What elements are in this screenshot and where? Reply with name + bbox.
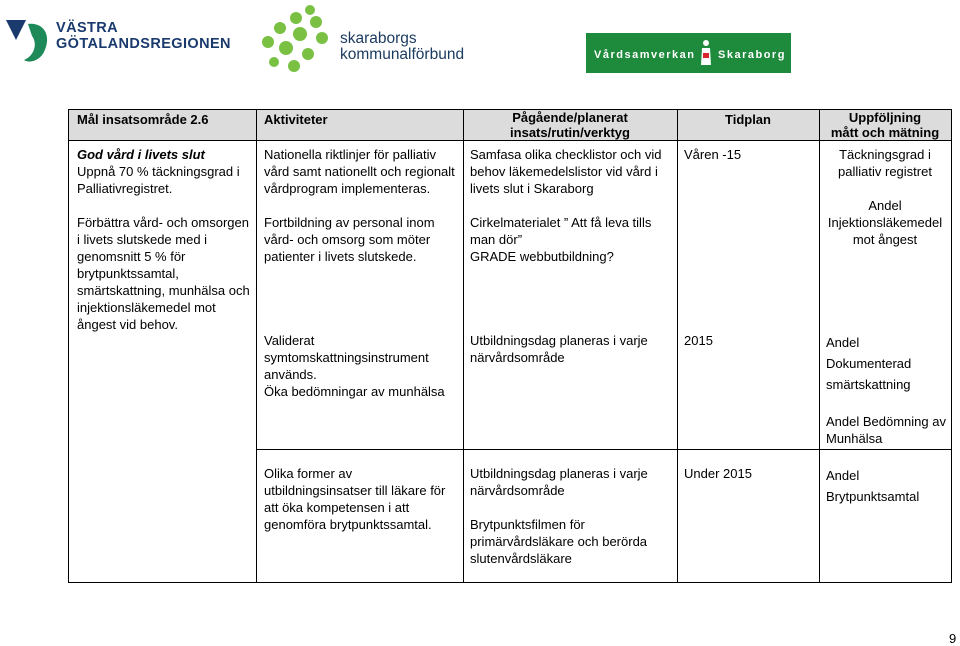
activity-line: genomföra brytpunktssamtal.	[264, 517, 432, 532]
followup-line: Andel	[826, 335, 860, 350]
header-insats-1: Pågående/planerat	[512, 110, 628, 125]
insats-line: livets slut i Skaraborg	[470, 181, 594, 196]
page-number: 9	[949, 631, 957, 646]
activity-line: utbildningsinsatser till läkare för	[264, 483, 446, 498]
activity-line: vård samt nationellt och regionalt	[264, 164, 455, 179]
followup-line: palliativ registret	[838, 164, 932, 179]
vardsamverkan-logo	[586, 33, 791, 73]
goal-line: Palliativregistret.	[77, 181, 173, 196]
col-divider	[819, 110, 820, 582]
insats-line: Samfasa olika checklistor och vid	[470, 147, 662, 162]
activity-line: Nationella riktlinjer för palliativ	[264, 147, 436, 162]
insats-line: primärvårdsläkare och berörda	[470, 534, 648, 549]
skaraborg-dots-icon	[260, 4, 336, 74]
activity-line: Öka bedömningar av munhälsa	[264, 384, 445, 399]
followup-line: mot ångest	[852, 232, 918, 247]
followup-line: Brytpunktsamtal	[826, 489, 920, 504]
insats-line: Utbildningsdag planeras i varje	[470, 333, 648, 348]
followup-line: Andel Bedömning av	[826, 414, 946, 429]
activity-line: patienter i livets slutskede.	[264, 249, 417, 264]
skaraborg-logo	[260, 4, 480, 74]
goal-line: genomsnitt 5 % för	[77, 249, 186, 264]
goal-line: smärtskattning, munhälsa och	[77, 283, 250, 298]
skara-line2: kommunalförbund	[340, 46, 465, 63]
header-goal: Mål insatsområde 2.6	[77, 112, 209, 127]
activity-line: Validerat	[264, 333, 315, 348]
col-divider	[256, 110, 257, 582]
activity-line: Olika former av	[264, 466, 353, 481]
goal-line: i livets slutskede med i	[77, 232, 208, 247]
goal-title: God vård i livets slut	[77, 147, 205, 162]
vs-right-text: Skaraborg	[718, 49, 786, 61]
activity-line: att öka kompetensen i att	[264, 500, 410, 515]
skara-line1: skaraborgs	[340, 30, 417, 47]
header-followup-1: Uppföljning	[848, 110, 922, 125]
followup-line: smärtskattning	[826, 377, 911, 392]
followup-line: Dokumenterad	[826, 356, 912, 371]
person-figure-icon	[699, 39, 713, 67]
followup-line: Täckningsgrad i	[839, 147, 931, 162]
col-divider	[677, 110, 678, 582]
plan-table	[68, 109, 952, 583]
goal-line: Förbättra vård- och omsorgen	[77, 215, 249, 230]
followup-line: Andel	[826, 468, 860, 483]
header-tidplan: Tidplan	[725, 112, 771, 127]
tidplan-value: Våren -15	[684, 147, 742, 162]
activity-line: symtomskattningsinstrument	[264, 350, 429, 365]
vgr-emblem-icon	[4, 18, 54, 68]
vgr-line1: VÄSTRA	[56, 20, 119, 36]
followup-line: Munhälsa	[826, 431, 883, 446]
followup-line: Injektionsläkemedel	[827, 215, 943, 230]
insats-line: man dör”	[470, 232, 523, 247]
goal-line: ångest vid behov.	[77, 317, 178, 332]
followup-line: Andel	[868, 198, 902, 213]
vs-left-text: Vårdsamverkan	[594, 49, 696, 61]
goal-line: injektionsläkemedel mot	[77, 300, 216, 315]
goal-line: brytpunktssamtal,	[77, 266, 179, 281]
activity-line: vård- och omsorg som möter	[264, 232, 431, 247]
insats-line: slutenvårdsläkare	[470, 551, 572, 566]
header-followup-2: mått och mätning	[830, 125, 940, 140]
insats-line: närvårdsområde	[470, 483, 565, 498]
insats-line: närvårdsområde	[470, 350, 565, 365]
tidplan-value: Under 2015	[684, 466, 752, 481]
insats-line: GRADE webbutbildning?	[470, 249, 614, 264]
insats-line: Cirkelmaterialet ” Att få leva tills	[470, 215, 652, 230]
tidplan-value: 2015	[684, 333, 713, 348]
vgr-logo	[4, 10, 231, 70]
activity-line: Fortbildning av personal inom	[264, 215, 435, 230]
header-logos	[0, 0, 960, 90]
insats-line: behov läkemedelslistor vid vård i	[470, 164, 658, 179]
insats-line: Utbildningsdag planeras i varje	[470, 466, 648, 481]
insats-line: Brytpunktsfilmen för	[470, 517, 585, 532]
goal-line: Uppnå 70 % täckningsgrad i	[77, 164, 240, 179]
row-divider	[257, 449, 951, 450]
activity-line: används.	[264, 367, 317, 382]
col-divider	[463, 110, 464, 582]
header-insats-2: insats/rutin/verktyg	[510, 125, 630, 140]
header-activities: Aktiviteter	[264, 112, 328, 127]
activity-line: vårdprogram implementeras.	[264, 181, 431, 196]
vgr-line2: GÖTALANDSREGIONEN	[56, 36, 231, 52]
